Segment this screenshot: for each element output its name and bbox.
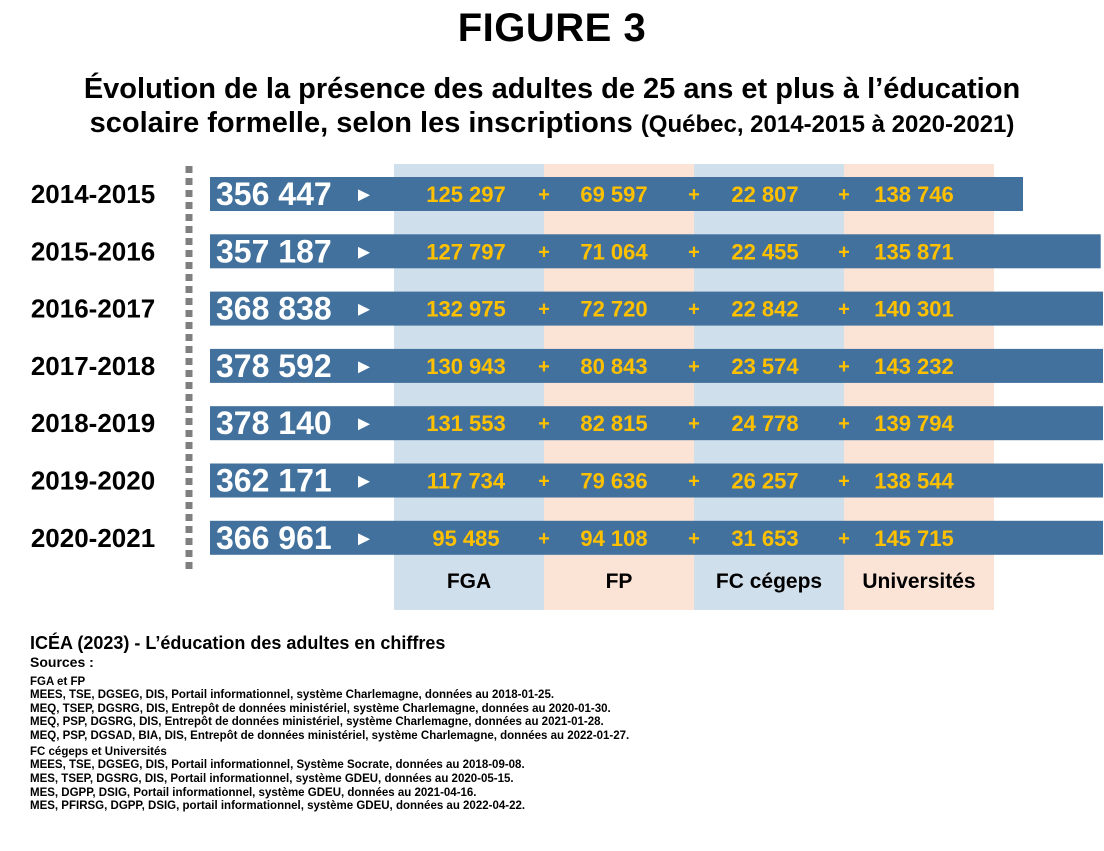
bar [210, 349, 1103, 383]
arrow-icon: ► [354, 470, 374, 493]
value-label: 125 297 [426, 182, 506, 207]
value-label: 143 232 [874, 353, 954, 379]
bar [210, 464, 1103, 498]
value-label: 139 794 [874, 411, 954, 437]
value-label: 130 943 [426, 353, 506, 379]
source-line: MES, PFIRSG, DGPP, DSIG, portail informationnel, système GDEU, données au 2022-04-22. [30, 800, 526, 813]
source-group-fc-universites [30, 745, 1090, 813]
category-label: 2014-2015 [30, 179, 156, 209]
value-label: 24 778 [731, 411, 799, 437]
source-line: MEQ, PSP, DGSRG, DIS, Entrepôt de données ministériel, système Charlemagne, données au 2021-01-28. [30, 716, 604, 729]
value-label: 22 455 [731, 239, 799, 265]
plus-sign: + [538, 184, 550, 206]
source-line: MES, TSEP, DGSRG, DIS, Portail informationnel, système GDEU, données au 2020-05-15. [30, 772, 514, 785]
bar [210, 521, 1103, 555]
value-label: 31 653 [731, 525, 799, 551]
plus-sign: + [688, 298, 700, 321]
bar [210, 406, 1103, 440]
arrow-icon: ► [354, 413, 374, 436]
plus-sign: + [538, 527, 550, 550]
value-label: 117 734 [426, 468, 506, 494]
plus-sign: + [538, 298, 550, 321]
bar [210, 292, 1103, 326]
chart-title-line1: Évolution de la présence des adultes de 25 ans et plus à l’éducation [83, 73, 1021, 105]
value-label: 138 746 [874, 182, 954, 207]
plus-sign: + [688, 470, 700, 493]
value-label: 22 842 [731, 296, 799, 322]
source-group-label: FC cégeps et Universités [30, 746, 167, 759]
category-label: 2019-2020 [30, 465, 156, 496]
plus-sign: + [538, 413, 550, 436]
total-label: 362 171 [216, 462, 332, 499]
total-label: 378 592 [216, 347, 332, 384]
plus-sign: + [838, 470, 850, 493]
value-label: 135 871 [874, 239, 954, 265]
value-label: 140 301 [874, 296, 954, 322]
plus-sign: + [688, 241, 700, 264]
source-line: MEES, TSE, DGSEG, DIS, Portail informationnel, système Charlemagne, données au 2018-01-25. [30, 689, 555, 701]
plus-sign: + [838, 413, 850, 436]
plus-sign: + [838, 355, 850, 378]
chart-title-line2-sub: (Québec, 2014-2015 à 2020-2021) [640, 111, 1015, 138]
value-label: 138 544 [874, 468, 954, 494]
value-label: 131 553 [426, 411, 506, 437]
value-label: 72 720 [580, 296, 648, 322]
value-label: 145 715 [874, 525, 954, 551]
column-label: FGA [446, 570, 492, 593]
total-label: 357 187 [216, 233, 332, 270]
plus-sign: + [538, 355, 550, 378]
plus-sign: + [538, 241, 550, 264]
arrow-icon: ► [354, 298, 374, 321]
source-group-fga-fp [30, 675, 1090, 743]
total-label: 378 140 [216, 405, 332, 442]
total-label: 356 447 [216, 176, 332, 212]
arrow-icon: ► [354, 241, 374, 264]
source-group-label: FGA et FP [30, 676, 86, 688]
arrow-icon: ► [354, 527, 374, 550]
plus-sign: + [538, 470, 550, 493]
value-label: 132 975 [426, 296, 506, 322]
value-label: 69 597 [580, 182, 648, 207]
sources-title: ICÉA (2023) - L’éducation des adultes en chiffres [30, 633, 446, 653]
value-label: 79 636 [580, 468, 648, 494]
plus-sign: + [838, 527, 850, 550]
source-line: MEES, TSE, DGSEG, DIS, Portail informationnel, Système Socrate, données au 2018-09-08. [30, 759, 525, 772]
value-label: 82 815 [580, 411, 648, 437]
total-label: 366 961 [216, 519, 332, 556]
source-line: MEQ, PSP, DGSAD, BIA, DIS, Entrepôt de données ministériel, système Charlemagne, données au 2022-01-27. [30, 729, 630, 742]
value-label: 23 574 [731, 353, 799, 379]
category-label: 2017-2018 [30, 350, 156, 381]
source-line: MES, DGPP, DSIG, Portail informationnel, système GDEU, données au 2021-04-16. [30, 786, 477, 799]
category-label: 2020-2021 [30, 522, 156, 553]
sources-label: Sources : [30, 654, 94, 670]
category-label: 2016-2017 [30, 293, 156, 324]
value-label: 95 485 [432, 525, 500, 551]
figure-label: FIGURE 3 [457, 6, 647, 50]
value-label: 22 807 [731, 182, 799, 207]
column-label: FP [605, 570, 633, 593]
category-label: 2015-2016 [30, 236, 156, 267]
plus-sign: + [688, 355, 700, 378]
value-label: 71 064 [580, 239, 648, 265]
column-label: FC cégeps [715, 570, 823, 593]
total-label: 368 838 [216, 290, 332, 327]
value-label: 94 108 [580, 525, 648, 551]
sources-block [30, 632, 1090, 816]
arrow-icon: ► [354, 355, 374, 378]
bar [210, 234, 1101, 268]
plus-sign: + [838, 298, 850, 321]
arrow-icon: ► [354, 184, 374, 206]
column-label: Universités [862, 570, 976, 593]
category-label: 2018-2019 [30, 408, 156, 439]
value-label: 80 843 [580, 353, 648, 379]
plus-sign: + [688, 527, 700, 550]
plus-sign: + [838, 184, 850, 206]
plus-sign: + [688, 184, 700, 206]
value-label: 127 797 [426, 239, 506, 265]
plus-sign: + [838, 241, 850, 264]
chart-title-line2-main: scolaire formelle, selon les inscriptions [89, 107, 633, 139]
source-line: MEQ, TSEP, DGSRG, DIS, Entrepôt de données ministériel, système Charlemagne, données au 2020-01-30. [30, 702, 611, 715]
value-label: 26 257 [731, 468, 799, 494]
plus-sign: + [688, 413, 700, 436]
